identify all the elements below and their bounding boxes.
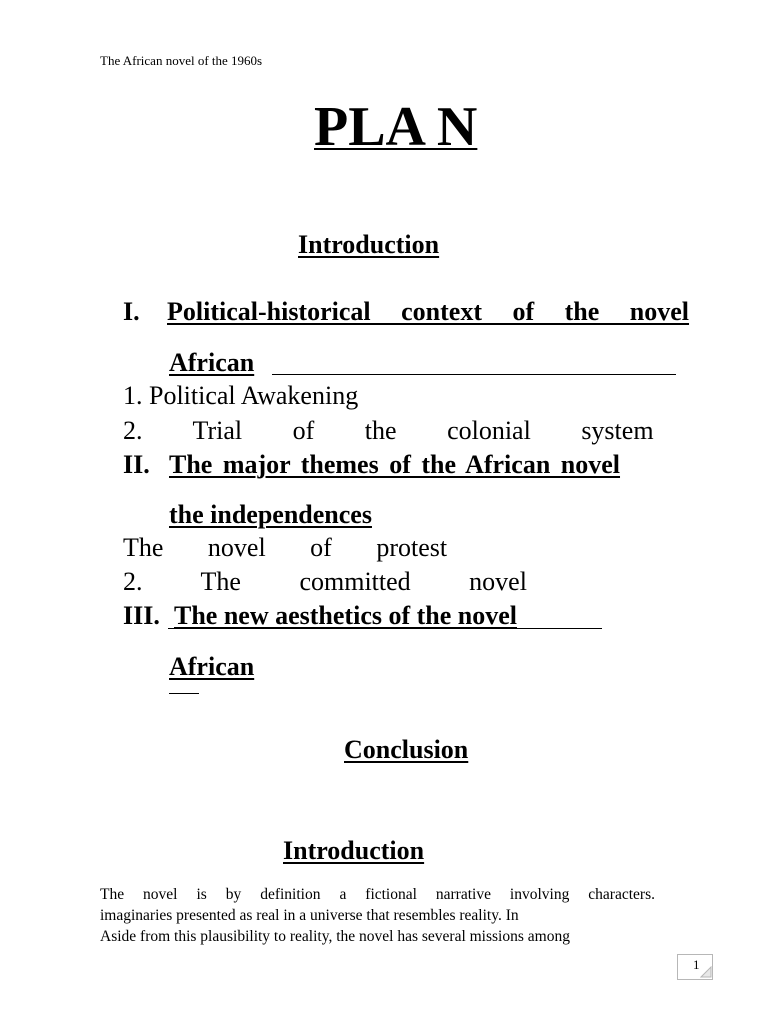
- section-2-numeral: II.: [123, 450, 150, 479]
- paragraph-line: Aside from this plausibility to reality, the novel has several missions among: [100, 928, 570, 945]
- section-2-item-1: [123, 533, 447, 563]
- introduction-paragraph: [100, 884, 655, 947]
- section-1-item-2: [123, 416, 669, 446]
- page-curl-icon: [700, 966, 712, 978]
- section-1-title-line1: Political-historical context of the novel: [167, 297, 690, 326]
- section-2-title-line2: the independences: [169, 500, 372, 529]
- item-text: The novel of protest: [123, 533, 448, 562]
- plan-introduction-heading: Introduction: [298, 230, 440, 259]
- section-3-trailing-rule: [169, 693, 199, 694]
- section-1-item-1: [123, 381, 456, 411]
- body-introduction-heading: Introduction: [283, 836, 425, 865]
- plan-conclusion-heading: Conclusion: [344, 735, 469, 764]
- section-1-numeral: I.: [123, 297, 140, 326]
- section-2-title-line1: The major themes of the African novel: [169, 450, 621, 479]
- section-3-title-line1: The new aesthetics of the novel: [174, 601, 518, 630]
- page-number: 1: [693, 957, 700, 972]
- section-1-title-underline: [272, 374, 676, 375]
- paragraph-line: The novel is by definition a fictional narrative involving characters.: [100, 886, 655, 903]
- item-text: 2. Trial of the colonial system: [123, 416, 654, 445]
- running-header: The African novel of the 1960s: [100, 53, 263, 68]
- section-1-title-line2: African: [169, 348, 255, 377]
- section-3-numeral: III.: [123, 601, 160, 630]
- paragraph-line: imaginaries presented as real in a universe that resembles reality. In: [100, 907, 519, 924]
- section-2-item-2: [123, 567, 527, 597]
- item-text: 1. Political Awakening: [123, 381, 359, 410]
- section-3-title-line2: African: [169, 652, 255, 681]
- section-3-title-underline: [168, 628, 602, 629]
- item-text: 2. The committed novel: [123, 567, 527, 596]
- plan-title: PLA N: [314, 96, 478, 158]
